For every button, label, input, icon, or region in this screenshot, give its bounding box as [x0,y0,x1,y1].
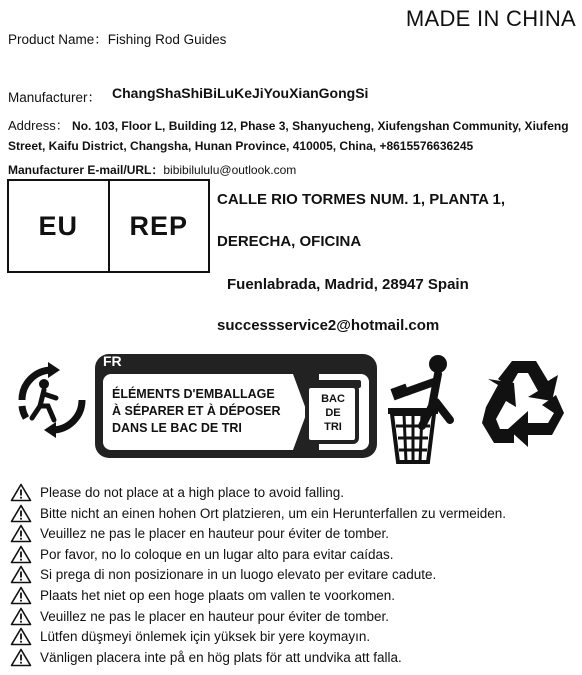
eu-rep-address-line-3: Fuenlabrada, Madrid, 28947 Spain [227,276,469,293]
eu-rep-badge [7,179,210,273]
warning-triangle-icon [10,627,32,646]
recycle-icon [478,357,572,454]
bac-de-tri-line-1: BAC [321,393,345,405]
eu-rep-address-line-2: DERECHA, OFICINA [217,233,362,250]
warning-text: Por favor, no lo coloque en un lugar alto para evitar caídas. [40,546,394,562]
bac-de-tri-line-3: TRI [324,421,342,433]
made-in-china-label: MADE IN CHINA [405,6,576,31]
manufacturer-value: ChangShaShiBiLuKeJiYouXianGongSi [112,85,369,101]
warning-text: Plaats het niet op een hoge plaats om vallen te voorkomen. [40,588,395,603]
address-label: Address： [8,118,69,133]
contact-value: bibibilululu@outlook.com [163,163,297,177]
warning-row [10,586,395,605]
product-name-label: Product Name： [8,32,108,47]
eu-rep-email: successservice2@hotmail.com [217,317,440,334]
triman-icon [14,362,90,443]
warning-triangle-icon [10,545,32,564]
warning-text: Bitte nicht an einen hohen Ort platzieren, um ein Herunterfallen zu vermeiden. [40,505,507,521]
warning-triangle-icon [10,586,32,605]
tidyman-bin-icon [386,352,472,469]
warning-text: Lütfen düşmeyi önlemek için yüksek bir yere koymayın. [40,629,371,645]
warning-row [10,545,393,564]
warning-text: Veuillez ne pas le placer en hauteur pour éviter de tomber. [40,526,389,542]
warning-triangle-icon [10,648,32,667]
warning-text: Vänligen placera inte på en hög plats för att undvika att falla. [40,649,402,665]
warning-triangle-icon [10,565,32,584]
warning-row [10,483,344,502]
warning-triangle-icon [10,483,32,502]
warning-triangle-icon [10,504,32,523]
fr-sorting-text-line-2: À SÉPARER ET À DÉPOSER [112,404,281,418]
bac-de-tri-line-2: DE [325,407,341,419]
warning-row [10,648,402,667]
contact-label: Manufacturer E-mail/URL： [8,163,164,177]
address-block [8,116,582,156]
fr-tag: FR [103,353,122,369]
warning-triangle-icon [10,524,32,543]
eu-rep-badge-right: REP [108,181,209,271]
product-name-value: Fishing Rod Guides [107,32,227,47]
product-name-row [8,28,226,48]
fr-sorting-text [112,386,281,437]
warning-text: Please do not place at a high place to avoid falling. [40,485,344,500]
manufacturer-label: Manufacturer： [8,90,102,105]
warning-row [10,504,506,523]
warning-row [10,565,436,584]
bac-de-tri-label [311,392,355,434]
warning-text: Si prega di non posizionare in un luogo elevato per evitare cadute. [40,567,437,583]
address-value: No. 103, Floor L, Building 12, Phase 3, Shanyucheng, Xiufengshan Community, Xiufeng Street, Kaifu District, Changsha, Hunan Province, 410005, China, +8615576636245 [8,119,569,153]
warning-triangle-icon [10,607,32,626]
eu-rep-badge-left: EU [38,210,78,241]
eu-rep-address-line-1: CALLE RIO TORMES NUM. 1, PLANTA 1, [217,191,506,208]
warning-row [10,627,370,646]
warning-row [10,524,389,543]
warning-row [10,607,389,626]
manufacturer-contact [8,161,296,178]
fr-sorting-text-line-3: DANS LE BAC DE TRI [112,421,242,435]
warning-text: Veuillez ne pas le placer en hauteur pour éviter de tomber. [40,608,389,624]
fr-sorting-text-line-1: ÉLÉMENTS D'EMBALLAGE [112,387,275,401]
